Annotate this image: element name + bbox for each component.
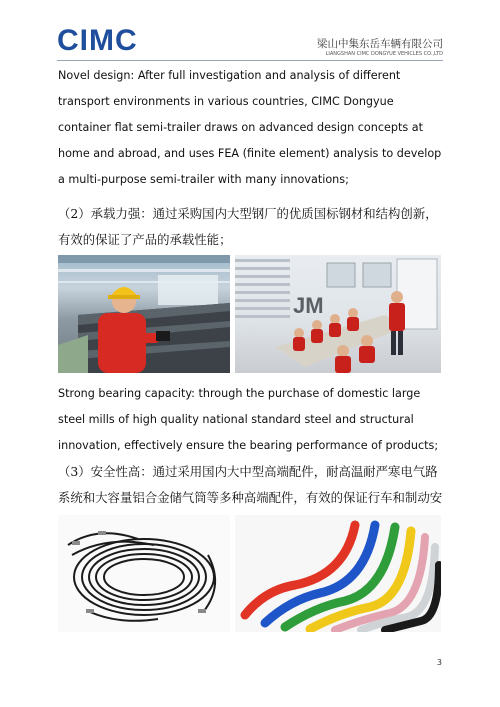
factory-worker-photo xyxy=(58,255,230,373)
paragraph-bearing-en: Strong bearing capacity: through the purchase of domestic large steel mills of high quality national standard steel and structural innovation, effectively ensure the bearing performance of products; xyxy=(58,387,439,452)
company-name-en: LIANGSHAN CIMC DONGYUE VEHICLES CO.,LTD xyxy=(325,51,443,57)
colored-tubes-photo xyxy=(235,515,441,632)
header-divider xyxy=(57,60,443,61)
cimc-logo: CIMC xyxy=(57,24,138,57)
paragraph-novel-design-en: Novel design: After full investigation and analysis of different transport environments in various countries, CIMC Dongyue container flat semi-trailer draws on advanced design concepts at home and abroad, and uses FEA (finite element) analysis to develop a multi-purpose semi-trailer with many innovations; xyxy=(58,69,442,186)
company-name-cn: 梁山中集东岳车辆有限公司 xyxy=(317,38,443,50)
page-number: 3 xyxy=(436,658,442,667)
paragraph-safety-cn: （3）安全性高：通过采用国内大中型高端配件，耐高温耐严寒电气路系统和大容量铝合金储气筒等多种高端配件，有效的保证行车和制动安 xyxy=(58,464,443,505)
meeting-room-photo xyxy=(235,255,441,373)
cable-hoses-photo xyxy=(58,515,230,632)
paragraph-bearing-cn: （2）承载力强：通过采购国内大型钢厂的优质国标钢材和结构创新，有效的保证了产品的承载性能； xyxy=(58,206,438,247)
svg-text:JM: JM xyxy=(293,293,324,318)
